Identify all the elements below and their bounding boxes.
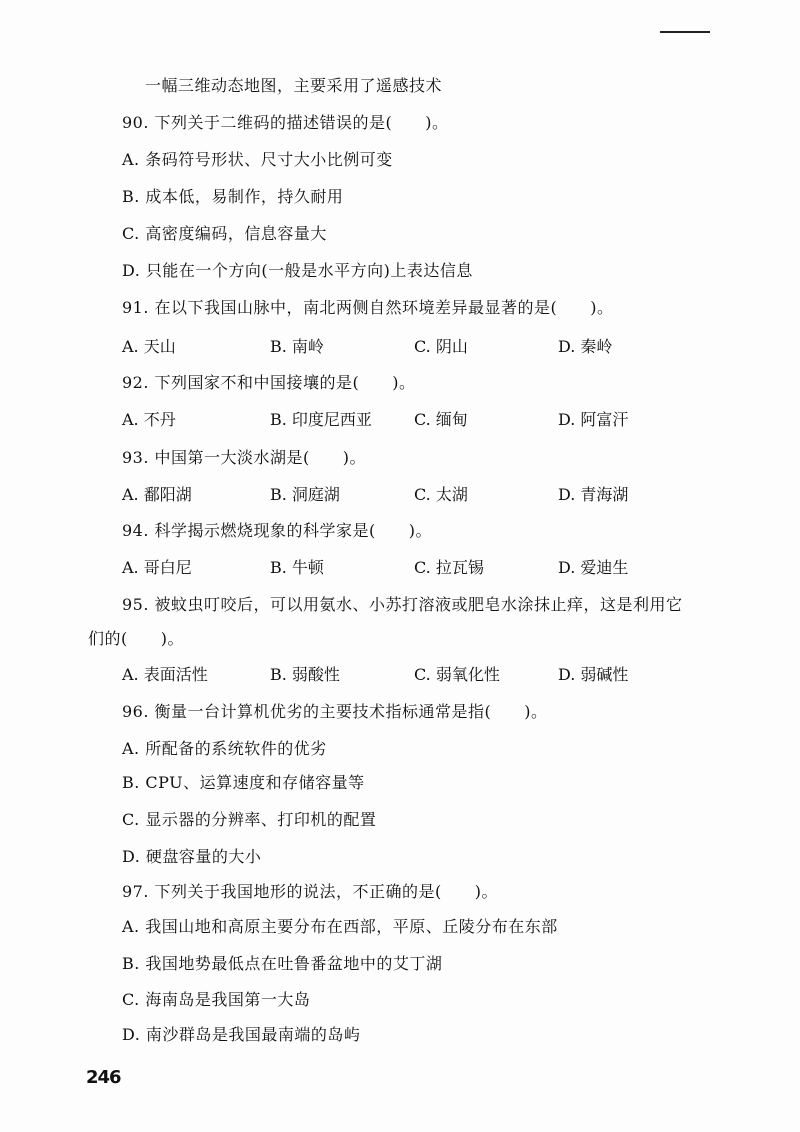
question-96-stem: 96. 衡量一台计算机优劣的主要技术指标通常是指( )。: [122, 702, 548, 721]
question-97-stem: 97. 下列关于我国地形的说法，不正确的是( )。: [122, 882, 499, 901]
question-92-option-a: A. 不丹: [122, 410, 176, 429]
header-rule: [660, 31, 710, 33]
question-90-option-c: C. 高密度编码，信息容量大: [122, 224, 327, 243]
question-92-option-d: D. 阿富汗: [558, 410, 629, 429]
question-97-option-d: D. 南沙群岛是我国最南端的岛屿: [122, 1025, 361, 1044]
question-94-option-b: B. 牛顿: [270, 558, 324, 577]
question-95-stem-line1: 95. 被蚊虫叮咬后，可以用氨水、小苏打溶液或肥皂水涂抹止痒，这是利用它: [122, 595, 683, 614]
question-94-stem: 94. 科学揭示燃烧现象的科学家是( )。: [122, 521, 433, 540]
question-93-option-a: A. 鄱阳湖: [122, 485, 192, 504]
question-90-stem: 90. 下列关于二维码的描述错误的是( )。: [122, 113, 449, 132]
question-96-option-c: C. 显示器的分辨率、打印机的配置: [122, 810, 377, 829]
question-95-option-b: B. 弱酸性: [270, 665, 340, 684]
question-97-option-c: C. 海南岛是我国第一大岛: [122, 990, 311, 1009]
question-93-option-c: C. 太湖: [414, 485, 468, 504]
question-92-stem: 92. 下列国家不和中国接壤的是( )。: [122, 373, 416, 392]
question-96-option-d: D. 硬盘容量的大小: [122, 847, 262, 866]
question-91-option-d: D. 秦岭: [558, 337, 613, 356]
question-91-option-c: C. 阴山: [414, 337, 468, 356]
question-91-option-a: A. 天山: [122, 337, 176, 356]
question-94-option-c: C. 拉瓦锡: [414, 558, 484, 577]
question-97-option-b: B. 我国地势最低点在吐鲁番盆地中的艾丁湖: [122, 954, 443, 973]
carryover-text: 一幅三维动态地图，主要采用了遥感技术: [145, 76, 443, 95]
question-92-option-b: B. 印度尼西亚: [270, 410, 372, 429]
question-95-option-c: C. 弱氧化性: [414, 665, 500, 684]
question-95-option-a: A. 表面活性: [122, 665, 208, 684]
question-95-stem-line2: 们的( )。: [88, 629, 184, 648]
question-94-option-a: A. 哥白尼: [122, 558, 192, 577]
question-97-option-a: A. 我国山地和高原主要分布在西部，平原、丘陵分布在东部: [122, 917, 558, 936]
question-93-stem: 93. 中国第一大淡水湖是( )。: [122, 448, 367, 467]
question-93-option-b: B. 洞庭湖: [270, 485, 340, 504]
question-90-option-b: B. 成本低，易制作，持久耐用: [122, 187, 344, 206]
question-92-option-c: C. 缅甸: [414, 410, 468, 429]
question-91-stem: 91. 在以下我国山脉中，南北两侧自然环境差异最显著的是( )。: [122, 298, 614, 317]
question-90-option-a: A. 条码符号形状、尺寸大小比例可变: [122, 150, 393, 169]
question-90-option-d: D. 只能在一个方向(一般是水平方向)上表达信息: [122, 261, 473, 280]
question-91-option-b: B. 南岭: [270, 337, 324, 356]
question-93-option-d: D. 青海湖: [558, 485, 629, 504]
question-96-option-b: B. CPU、运算速度和存储容量等: [122, 773, 365, 792]
question-95-option-d: D. 弱碱性: [558, 665, 629, 684]
question-96-option-a: A. 所配备的系统软件的优劣: [122, 739, 327, 758]
page-number: 246: [86, 1067, 121, 1088]
question-94-option-d: D. 爱迪生: [558, 558, 629, 577]
